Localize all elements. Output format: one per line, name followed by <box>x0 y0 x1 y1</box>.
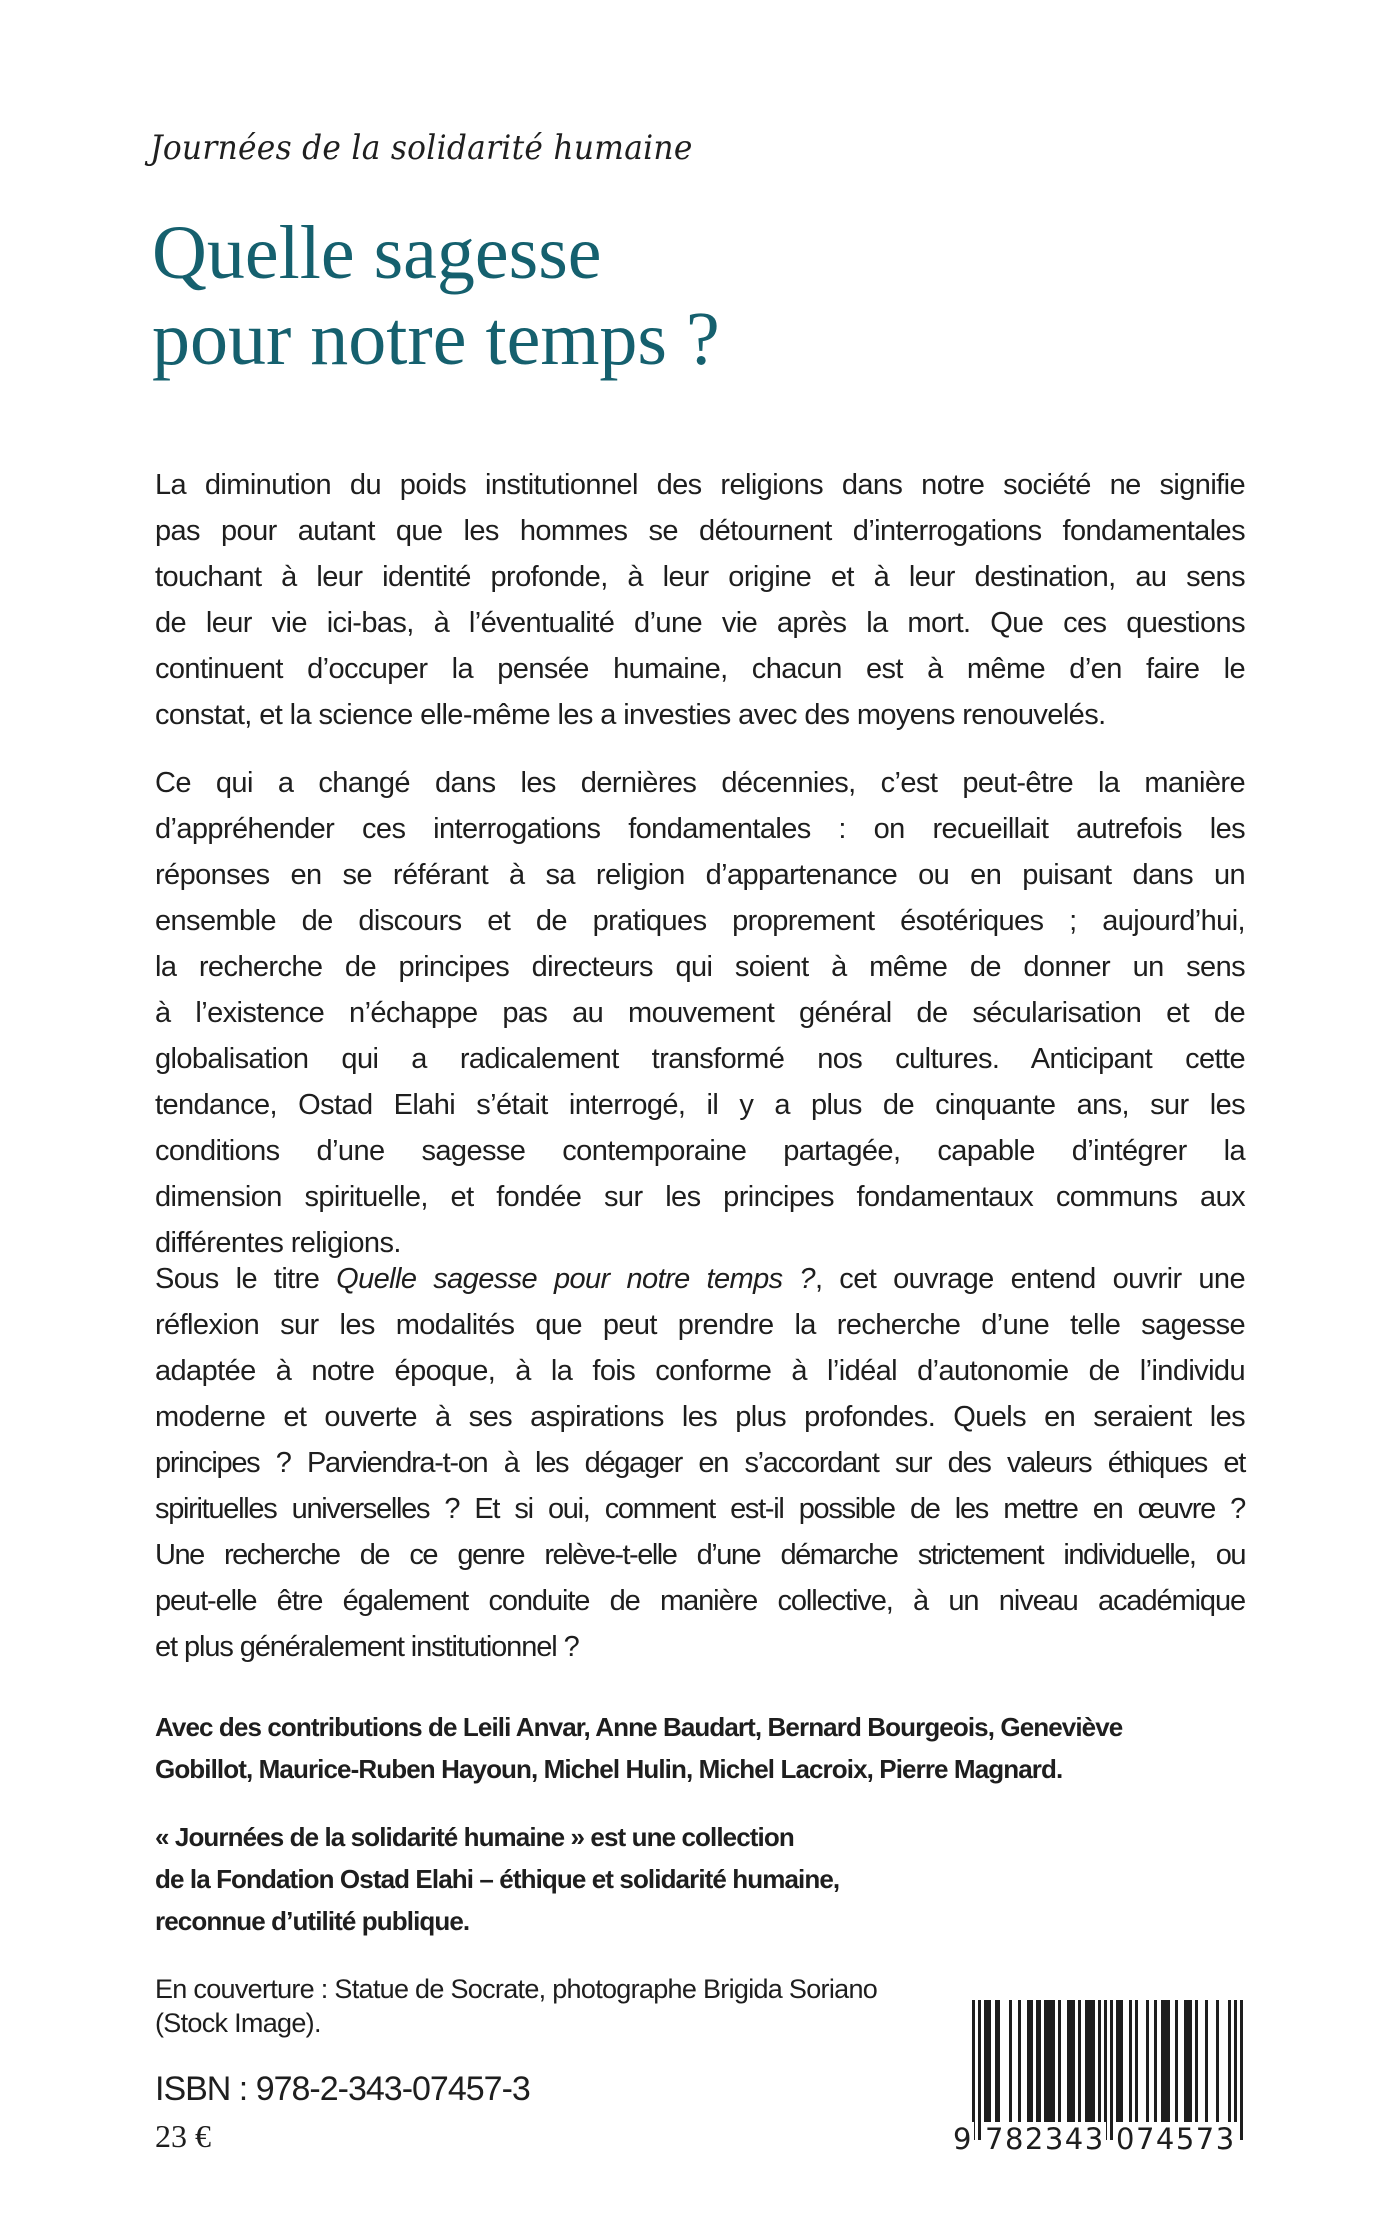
text-line: réponses en se référant à sa religion d’appartenance ou en puisant dans un <box>155 859 1245 891</box>
series-name: Journées de la solidarité humaine <box>150 128 693 168</box>
text-line: d’appréhender ces interrogations fondamentales : on recueillait autrefois les <box>155 813 1245 845</box>
barcode-bars-icon <box>972 2000 1244 2140</box>
blurb-paragraph-3 <box>155 1256 1245 1670</box>
text-line: reconnue d’utilité publique. <box>155 1906 470 1936</box>
book-title-line-2: pour notre temps ? <box>152 297 720 381</box>
text-line: Ce qui a changé dans les dernières décennies, c’est peut-être la manière <box>155 767 1245 799</box>
contributors-note <box>155 1706 1245 1790</box>
book-title <box>152 210 720 382</box>
text-line: adaptée à notre époque, à la fois conforme à l’idéal d’autonomie de l’individu <box>155 1355 1245 1387</box>
text-line <box>155 1256 1245 1302</box>
text-line: différentes religions. <box>155 1227 401 1259</box>
collection-note <box>155 1816 1245 1942</box>
text-line: Avec des contributions de Leili Anvar, Anne Baudart, Bernard Bourgeois, Geneviève <box>155 1712 1123 1742</box>
text-line: (Stock Image). <box>155 2008 321 2038</box>
blurb-paragraph-2 <box>155 760 1245 1266</box>
text-line: dimension spirituelle, et fondée sur les principes fondamentaux communs aux <box>155 1181 1245 1213</box>
text-line: continuent d’occuper la pensée humaine, chacun est à même d’en faire le <box>155 653 1245 685</box>
text-line: Gobillot, Maurice-Ruben Hayoun, Michel Hulin, Michel Lacroix, Pierre Magnard. <box>155 1754 1063 1784</box>
price: 23 € <box>155 2118 211 2154</box>
book-title-italic: Quelle sagesse pour notre temps ? <box>336 1263 815 1295</box>
text-line: « Journées de la solidarité humaine » est une collection <box>155 1822 794 1852</box>
text-line: de leur vie ici-bas, à l’éventualité d’une vie après la mort. Que ces questions <box>155 607 1245 639</box>
text-line: tendance, Ostad Elahi s’était interrogé, il y a plus de cinquante ans, sur les <box>155 1089 1245 1121</box>
text-line: En couverture : Statue de Socrate, photographe Brigida Soriano <box>155 1974 878 2004</box>
text-line: de la Fondation Ostad Elahi – éthique et solidarité humaine, <box>155 1864 840 1894</box>
text-line: Une recherche de ce genre relève-t-elle d’une démarche strictement individuelle, ou <box>155 1539 1245 1571</box>
text-line: touchant à leur identité profonde, à leur origine et à leur destination, au sens <box>155 561 1245 593</box>
text-line: à l’existence n’échappe pas au mouvement général de sécularisation et de <box>155 997 1245 1029</box>
text-line: conditions d’une sagesse contemporaine partagée, capable d’intégrer la <box>155 1135 1245 1167</box>
text-line: globalisation qui a radicalement transformé nos cultures. Anticipant cette <box>155 1043 1245 1075</box>
barcode-digit-prefix: 9 <box>953 2122 973 2156</box>
text-line: réflexion sur les modalités que peut prendre la recherche d’une telle sagesse <box>155 1309 1245 1341</box>
text-line: et plus généralement institutionnel ? <box>155 1631 579 1663</box>
text-line: ensemble de discours et de pratiques proprement ésotériques ; aujourd’hui, <box>155 905 1245 937</box>
text-line: spirituelles universelles ? Et si oui, comment est-il possible de les mettre en œuvre ? <box>155 1493 1245 1525</box>
text-line: principes ? Parviendra-t-on à les dégager en s’accordant sur des valeurs éthiques et <box>155 1447 1245 1479</box>
text-line: la recherche de principes directeurs qui soient à même de donner un sens <box>155 951 1245 983</box>
text-line: moderne et ouverte à ses aspirations les plus profondes. Quels en seraient les <box>155 1401 1245 1433</box>
text-fragment: , cet ouvrage entend ouvrir une <box>814 1263 1245 1295</box>
text-line: pas pour autant que les hommes se détournent d’interrogations fondamentales <box>155 515 1245 547</box>
isbn: ISBN : 978-2-343-07457-3 <box>155 2070 530 2108</box>
barcode-digits-right: 074573 <box>1116 2122 1236 2156</box>
blurb-paragraph-1 <box>155 462 1245 738</box>
text-line: peut-elle être également conduite de manière collective, à un niveau académique <box>155 1585 1245 1617</box>
text-line: constat, et la science elle-même les a investies avec des moyens renouvelés. <box>155 699 1106 731</box>
text-fragment: Sous le titre <box>155 1263 337 1295</box>
text-line: La diminution du poids institutionnel des religions dans notre société ne signifie <box>155 469 1245 501</box>
cover-credit <box>155 1972 877 2040</box>
book-title-line-1: Quelle sagesse <box>152 211 602 295</box>
barcode-digits-left: 782343 <box>985 2122 1105 2156</box>
